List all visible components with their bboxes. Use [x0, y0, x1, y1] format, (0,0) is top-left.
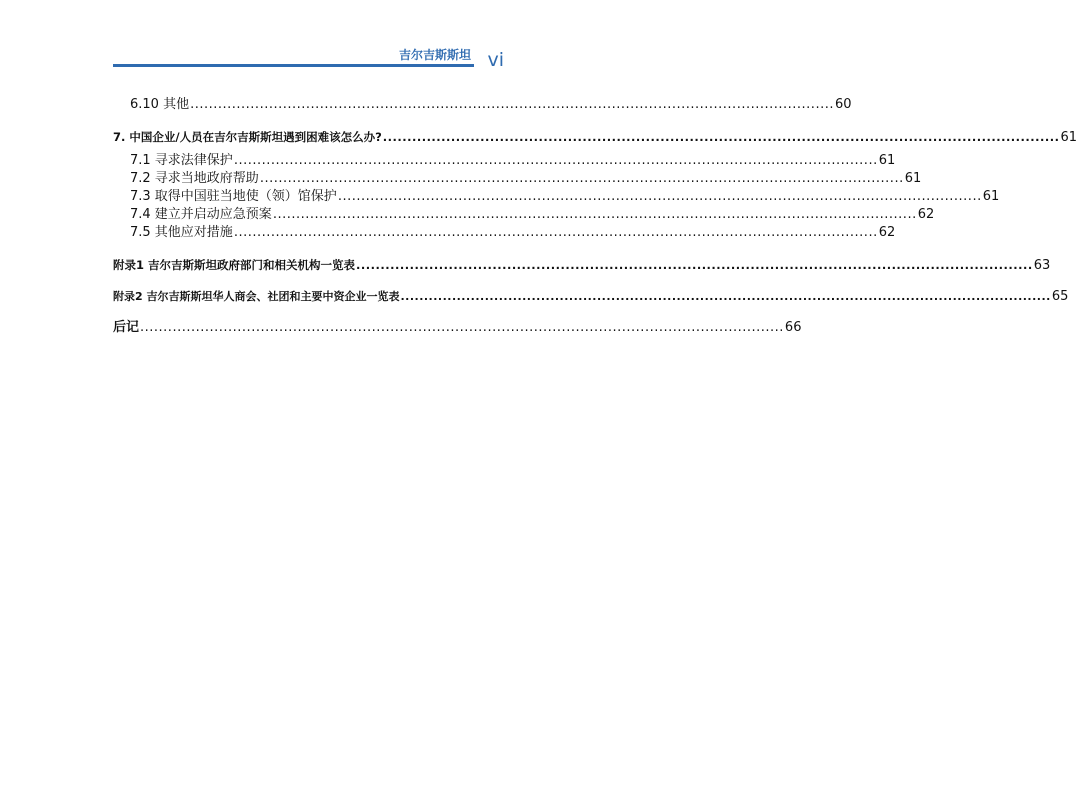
toc-page-number: 61: [982, 189, 1000, 204]
dot-leader: ...........................................................................................................................................: [140, 320, 784, 335]
toc-entry-title: 6.10 其他: [130, 97, 190, 112]
toc-entry-7-1[interactable]: [130, 153, 896, 169]
toc-chapter-7[interactable]: [113, 129, 1077, 146]
toc-page-number: 63: [1033, 258, 1051, 273]
toc-page-number: 61: [878, 153, 896, 168]
toc-page-number: 61: [904, 171, 922, 186]
toc-appendix-2[interactable]: [113, 289, 1069, 305]
dot-leader: ...........................................................................................................................................: [190, 97, 834, 112]
dot-leader: ...........................................................................................................................................: [400, 290, 1051, 303]
toc-entry-title: 附录2 吉尔吉斯斯坦华人商会、社团和主要中资企业一览表: [113, 290, 400, 303]
toc-entry-7-4[interactable]: [130, 207, 935, 223]
toc-appendix-1[interactable]: [113, 257, 1051, 274]
toc-entry-7-3[interactable]: [130, 189, 1000, 205]
running-header-title: 吉尔吉斯斯坦: [398, 48, 471, 62]
toc-page-number: 62: [917, 207, 935, 222]
dot-leader: ...........................................................................................................................................: [272, 207, 917, 222]
toc-entry-title: 7.3 取得中国驻当地使（领）馆保护: [130, 189, 337, 204]
toc-entry-6-10[interactable]: [130, 97, 852, 113]
dot-leader: ...........................................................................................................................................: [233, 225, 878, 240]
toc-page-number: 62: [878, 225, 896, 240]
toc-entry-title: 7.1 寻求法律保护: [130, 153, 233, 168]
page-number: vi: [487, 49, 504, 71]
toc-entry-title: 7.5 其他应对措施: [130, 225, 233, 240]
toc-page-number: 61: [1060, 130, 1077, 145]
dot-leader: ...........................................................................................................................................: [233, 153, 878, 168]
toc-page-number: 60: [834, 97, 852, 112]
toc-entry-7-2[interactable]: [130, 171, 922, 187]
toc-entry-title: 7. 中国企业/人员在吉尔吉斯斯坦遇到困难该怎么办?: [113, 130, 382, 144]
toc-entry-title: 附录1 吉尔吉斯斯坦政府部门和相关机构一览表: [113, 258, 356, 272]
toc-entry-7-5[interactable]: [130, 225, 896, 241]
toc-entry-title: 7.4 建立并启动应急预案: [130, 207, 272, 222]
dot-leader: ...........................................................................................................................................: [259, 171, 904, 186]
toc-page-number: 66: [784, 320, 802, 335]
dot-leader: ...........................................................................................................................................: [382, 130, 1060, 144]
dot-leader: ...........................................................................................................................................: [356, 258, 1033, 272]
dot-leader: ...........................................................................................................................................: [337, 189, 982, 204]
toc-entry-title: 7.2 寻求当地政府帮助: [130, 171, 259, 186]
toc-entry-title: 后记: [113, 320, 140, 335]
toc-page-number: 65: [1051, 289, 1069, 304]
toc-postscript[interactable]: [113, 320, 802, 336]
